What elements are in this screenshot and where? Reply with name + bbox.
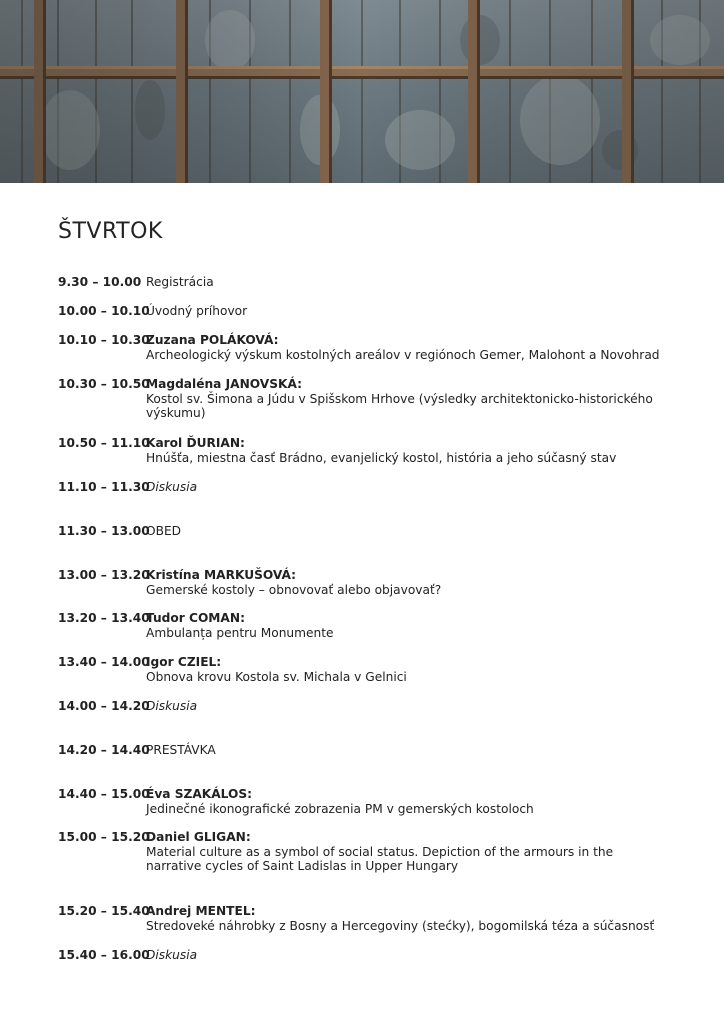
time-slot: 13.00 – 13.20 (58, 568, 150, 582)
speaker-name: Zuzana POLÁKOVÁ: (146, 333, 279, 347)
talk-title: Kostol sv. Šimona a Júdu v Spišskom Hrhove (výsledky architektonicko-historického výskumu) (146, 391, 653, 420)
time-slot: 9.30 – 10.00 (58, 275, 142, 289)
time-slot: 14.40 – 15.00 (58, 787, 150, 801)
item-content (146, 377, 666, 421)
time-slot: 10.30 – 10.50 (58, 377, 150, 391)
item-title: Diskusia (146, 480, 198, 494)
time-slot: 10.50 – 11.10 (58, 436, 150, 450)
time-slot: 15.40 – 16.00 (58, 948, 150, 962)
talk-title: Archeologický výskum kostolných areálov v regiónoch Gemer, Malohont a Novohrad (146, 347, 660, 362)
speaker-name: Igor CZIEL: (146, 655, 222, 669)
time-slot: 13.40 – 14.00 (58, 655, 150, 669)
item-content (146, 787, 666, 816)
time-slot: 15.00 – 15.20 (58, 830, 150, 844)
time-slot: 13.20 – 13.40 (58, 611, 150, 625)
program-section (0, 183, 724, 1024)
day-title: ŠTVRTOK (58, 219, 163, 244)
time-slot: 11.10 – 11.30 (58, 480, 150, 494)
speaker-name: Karol ĎURIAN: (146, 436, 245, 450)
time-slot: 14.20 – 14.40 (58, 743, 150, 757)
speaker-name: Tudor COMAN: (146, 611, 245, 625)
item-content (146, 830, 666, 874)
item-content (146, 333, 666, 362)
speaker-name: Éva SZAKÁLOS: (146, 787, 253, 801)
item-content (146, 568, 666, 597)
speaker-name: Magdaléna JANOVSKÁ: (146, 377, 302, 391)
talk-title: Stredoveké náhrobky z Bosny a Hercegoviny (stećky), bogomilská téza a súčasnosť (146, 918, 655, 933)
talk-title: Ambulanța pentru Monumente (146, 625, 334, 640)
time-slot: 15.20 – 15.40 (58, 904, 150, 918)
item-title: Úvodný príhovor (146, 304, 248, 318)
speaker-name: Kristína MARKUŠOVÁ: (146, 568, 297, 582)
speaker-name: Andrej MENTEL: (146, 904, 256, 918)
time-slot: 10.10 – 10.30 (58, 333, 150, 347)
item-content (146, 904, 666, 933)
wooden-ceiling-image (0, 0, 724, 183)
item-title: OBED (146, 524, 182, 538)
time-slot: 14.00 – 14.20 (58, 699, 150, 713)
item-content (146, 436, 666, 465)
item-content (146, 655, 666, 684)
time-slot: 11.30 – 13.00 (58, 524, 150, 538)
talk-title: Obnova krovu Kostola sv. Michala v Gelnici (146, 669, 407, 684)
time-slot: 10.00 – 10.10 (58, 304, 150, 318)
item-title: Diskusia (146, 699, 198, 713)
header-photo (0, 0, 724, 183)
item-title: PRESTÁVKA (146, 743, 216, 757)
talk-title: Hnúšťa, miestna časť Brádno, evanjelický kostol, história a jeho súčasný stav (146, 450, 617, 465)
speaker-name: Daniel GLIGAN: (146, 830, 251, 844)
talk-title: Material culture as a symbol of social status. Depiction of the armours in the narrative cycles of Saint Ladislas in Upper Hungary (146, 844, 614, 873)
talk-title: Gemerské kostoly – obnovovať alebo objavovať? (146, 582, 442, 597)
item-content (146, 611, 666, 640)
item-title: Registrácia (146, 275, 214, 289)
item-title: Diskusia (146, 948, 198, 962)
talk-title: Jedinečné ikonografické zobrazenia PM v gemerských kostoloch (146, 801, 534, 816)
